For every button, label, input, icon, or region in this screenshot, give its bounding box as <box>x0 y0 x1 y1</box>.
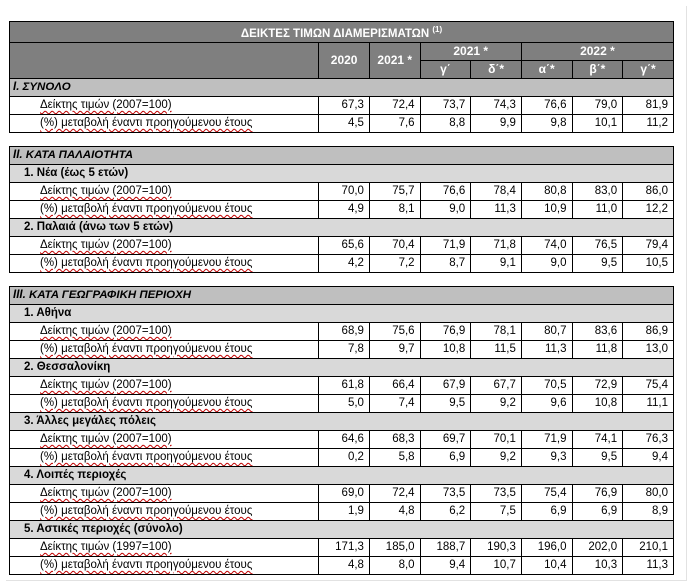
section-total <box>10 78 674 96</box>
table-cell: 75,6 <box>369 322 420 340</box>
header-group-2022: 2022 * <box>521 42 673 60</box>
table-cell: 10,5 <box>623 254 674 272</box>
spacer-cell <box>10 272 674 286</box>
header-row-1 <box>10 42 674 60</box>
row-label <box>10 502 319 520</box>
row-label <box>10 484 319 502</box>
table-cell: 75,4 <box>521 484 572 502</box>
subsection-title: 4. Λοιπές περιοχές <box>10 466 674 484</box>
table-cell: 6,9 <box>420 448 471 466</box>
table-cell: 74,1 <box>572 430 623 448</box>
table-cell: 4,9 <box>319 200 370 218</box>
table-cell: 11,3 <box>471 200 522 218</box>
table-cell: 86,0 <box>623 182 674 200</box>
row-label-text: Δείκτης τιμών (2007=100) <box>40 184 172 197</box>
table-cell: 67,9 <box>420 376 471 394</box>
subsection-title: 3. Άλλες μεγάλες πόλεις <box>10 412 674 430</box>
table-cell: 75,4 <box>623 376 674 394</box>
table-cell: 6,9 <box>572 502 623 520</box>
table-cell: 83,0 <box>572 182 623 200</box>
table-cell: 10,9 <box>521 200 572 218</box>
header-q2-2022: β΄* <box>572 60 623 78</box>
table-cell: 7,8 <box>319 340 370 358</box>
row-label-text: (%) μεταβολή έναντι προηγούμενου έτους <box>40 504 253 517</box>
header-q3-2022: γ΄* <box>623 60 674 78</box>
row-label <box>10 376 319 394</box>
table-row <box>10 182 674 200</box>
table-cell: 6,2 <box>420 502 471 520</box>
section-title: I. ΣΥΝΟΛΟ <box>10 78 674 96</box>
price-index-table <box>9 21 674 575</box>
table-cell: 9,2 <box>471 394 522 412</box>
table-cell: 8,9 <box>623 502 674 520</box>
table-cell: 79,4 <box>623 236 674 254</box>
table-cell: 9,0 <box>521 254 572 272</box>
table-cell: 64,6 <box>319 430 370 448</box>
table-cell: 10,8 <box>420 340 471 358</box>
table-cell: 73,7 <box>420 96 471 114</box>
table-cell: 4,2 <box>319 254 370 272</box>
table-cell: 70,5 <box>521 376 572 394</box>
header-group-2021: 2021 * <box>420 42 521 60</box>
table-row <box>10 200 674 218</box>
table-cell: 9,3 <box>521 448 572 466</box>
subsection-title: 2. Θεσσαλονίκη <box>10 358 674 376</box>
subsection-title: 1. Αθήνα <box>10 304 674 322</box>
table-cell: 8,1 <box>369 200 420 218</box>
table-cell: 69,0 <box>319 484 370 502</box>
table-cell: 7,5 <box>471 502 522 520</box>
row-label <box>10 340 319 358</box>
row-label-text: Δείκτης τιμών (2007=100) <box>40 486 172 499</box>
table-cell: 78,1 <box>471 322 522 340</box>
table-row <box>10 322 674 340</box>
table-cell: 81,9 <box>623 96 674 114</box>
table-cell: 6,9 <box>521 502 572 520</box>
table-cell: 9,4 <box>623 448 674 466</box>
table-cell: 8,7 <box>420 254 471 272</box>
table-cell: 5,0 <box>319 394 370 412</box>
table-cell: 76,6 <box>521 96 572 114</box>
section-region <box>10 286 674 304</box>
table-row <box>10 484 674 502</box>
header-q4-2021: δ΄* <box>471 60 522 78</box>
table-cell: 68,9 <box>319 322 370 340</box>
table-row <box>10 236 674 254</box>
row-label-text: (%) μεταβολή έναντι προηγούμενου έτους <box>40 450 253 463</box>
row-label <box>10 96 319 114</box>
table-cell: 70,0 <box>319 182 370 200</box>
row-label <box>10 200 319 218</box>
table-cell: 10,1 <box>572 114 623 132</box>
table-cell: 61,8 <box>319 376 370 394</box>
table-cell: 76,3 <box>623 430 674 448</box>
table-cell: 72,4 <box>369 96 420 114</box>
row-label-text: Δείκτης τιμών (2007=100) <box>40 378 172 391</box>
row-label <box>10 538 319 556</box>
table-cell: 12,2 <box>623 200 674 218</box>
table-row <box>10 556 674 574</box>
table-cell: 9,1 <box>471 254 522 272</box>
subsection-old <box>10 218 674 236</box>
table-cell: 171,3 <box>319 538 370 556</box>
table-cell: 66,4 <box>369 376 420 394</box>
table-cell: 11,2 <box>623 114 674 132</box>
section-age <box>10 146 674 164</box>
table-cell: 188,7 <box>420 538 471 556</box>
table-cell: 72,4 <box>369 484 420 502</box>
table-cell: 11,3 <box>521 340 572 358</box>
table-cell: 9,5 <box>420 394 471 412</box>
header-q3-2021: γ΄ <box>420 60 471 78</box>
header-q1-2022: α΄* <box>521 60 572 78</box>
spacer-cell <box>10 132 674 146</box>
table-cell: 196,0 <box>521 538 572 556</box>
table-cell: 68,3 <box>369 430 420 448</box>
table-cell: 71,9 <box>420 236 471 254</box>
table-cell: 9,2 <box>471 448 522 466</box>
table-title-note: (1) <box>432 25 443 34</box>
document-frame <box>6 6 687 581</box>
table-cell: 9,4 <box>420 556 471 574</box>
row-label <box>10 448 319 466</box>
subsection-title: 5. Αστικές περιοχές (σύνολο) <box>10 520 674 538</box>
table-cell: 9,7 <box>369 340 420 358</box>
table-cell: 4,8 <box>369 502 420 520</box>
table-cell: 10,7 <box>471 556 522 574</box>
table-cell: 9,0 <box>420 200 471 218</box>
table-row <box>10 340 674 358</box>
table-cell: 10,8 <box>572 394 623 412</box>
table-cell: 10,3 <box>572 556 623 574</box>
table-cell: 80,8 <box>521 182 572 200</box>
table-cell: 71,9 <box>521 430 572 448</box>
table-cell: 73,5 <box>420 484 471 502</box>
table-cell: 76,9 <box>572 484 623 502</box>
table-cell: 190,3 <box>471 538 522 556</box>
table-cell: 67,7 <box>471 376 522 394</box>
spacer-row <box>10 132 674 146</box>
table-cell: 76,5 <box>572 236 623 254</box>
table-cell: 11,3 <box>623 556 674 574</box>
table-cell: 74,0 <box>521 236 572 254</box>
table-row <box>10 394 674 412</box>
table-cell: 69,7 <box>420 430 471 448</box>
row-label-text: Δείκτης τιμών (2007=100) <box>40 324 172 337</box>
table-cell: 80,7 <box>521 322 572 340</box>
table-cell: 83,6 <box>572 322 623 340</box>
row-label-text: (%) μεταβολή έναντι προηγούμενου έτους <box>40 256 253 269</box>
table-cell: 72,9 <box>572 376 623 394</box>
table-cell: 210,1 <box>623 538 674 556</box>
row-label <box>10 114 319 132</box>
table-cell: 75,7 <box>369 182 420 200</box>
subsection-other-cities <box>10 412 674 430</box>
table-cell: 7,2 <box>369 254 420 272</box>
table-cell: 71,8 <box>471 236 522 254</box>
row-label-text: (%) μεταβολή έναντι προηγούμενου έτους <box>40 558 253 571</box>
table-cell: 73,5 <box>471 484 522 502</box>
row-label <box>10 254 319 272</box>
table-cell: 202,0 <box>572 538 623 556</box>
table-cell: 4,5 <box>319 114 370 132</box>
table-cell: 76,6 <box>420 182 471 200</box>
table-cell: 74,3 <box>471 96 522 114</box>
table-cell: 9,9 <box>471 114 522 132</box>
subsection-thessaloniki <box>10 358 674 376</box>
row-label-text: Δείκτης τιμών (2007=100) <box>40 432 172 445</box>
table-row <box>10 538 674 556</box>
table-cell: 7,4 <box>369 394 420 412</box>
table-cell: 78,4 <box>471 182 522 200</box>
table-row <box>10 96 674 114</box>
table-cell: 76,9 <box>420 322 471 340</box>
row-label-text: Δείκτης τιμών (1997=100) <box>40 540 172 553</box>
table-cell: 185,0 <box>369 538 420 556</box>
section-title: III. ΚΑΤΑ ΓΕΩΓΡΑΦΙΚΗ ΠΕΡΙΟΧΗ <box>10 286 674 304</box>
subsection-title: 2. Παλαιά (άνω των 5 ετών) <box>10 218 674 236</box>
table-row <box>10 114 674 132</box>
table-cell: 9,8 <box>521 114 572 132</box>
table-cell: 8,8 <box>420 114 471 132</box>
row-label-text: (%) μεταβολή έναντι προηγούμενου έτους <box>40 342 253 355</box>
table-cell: 67,3 <box>319 96 370 114</box>
header-2020: 2020 <box>319 42 370 78</box>
row-label <box>10 430 319 448</box>
table-title-text: ΔΕΙΚΤΕΣ ΤΙΜΩΝ ΔΙΑΜΕΡΙΣΜΑΤΩΝ <box>240 27 430 40</box>
table-cell: 11,8 <box>572 340 623 358</box>
section-title: II. ΚΑΤΑ ΠΑΛΑΙΟΤΗΤΑ <box>10 146 674 164</box>
table-cell: 7,6 <box>369 114 420 132</box>
table-cell: 10,4 <box>521 556 572 574</box>
table-cell: 11,1 <box>623 394 674 412</box>
table-cell: 70,4 <box>369 236 420 254</box>
subsection-urban-total <box>10 520 674 538</box>
spacer-row <box>10 272 674 286</box>
table-row <box>10 502 674 520</box>
subsection-athens <box>10 304 674 322</box>
table-row <box>10 430 674 448</box>
table-cell: 65,6 <box>319 236 370 254</box>
table-cell: 13,0 <box>623 340 674 358</box>
row-label-text: Δείκτης τιμών (2007=100) <box>40 98 172 111</box>
row-label-text: (%) μεταβολή έναντι προηγούμενου έτους <box>40 116 253 129</box>
table-cell: 8,0 <box>369 556 420 574</box>
row-label <box>10 556 319 574</box>
table-cell: 1,9 <box>319 502 370 520</box>
header-2021: 2021 * <box>369 42 420 78</box>
row-label-text: (%) μεταβολή έναντι προηγούμενου έτους <box>40 396 253 409</box>
table-title-row <box>10 22 674 43</box>
table-row <box>10 448 674 466</box>
table-cell: 79,0 <box>572 96 623 114</box>
subsection-other-areas <box>10 466 674 484</box>
table-cell: 0,2 <box>319 448 370 466</box>
table-cell: 70,1 <box>471 430 522 448</box>
row-label <box>10 236 319 254</box>
table-row <box>10 254 674 272</box>
table-cell: 9,5 <box>572 448 623 466</box>
table-title <box>10 22 674 43</box>
row-label <box>10 182 319 200</box>
table-cell: 5,8 <box>369 448 420 466</box>
table-cell: 9,5 <box>572 254 623 272</box>
subsection-title: 1. Νέα (έως 5 ετών) <box>10 164 674 182</box>
table-cell: 9,6 <box>521 394 572 412</box>
table-cell: 86,9 <box>623 322 674 340</box>
table-row <box>10 376 674 394</box>
row-label <box>10 322 319 340</box>
row-label-text: Δείκτης τιμών (2007=100) <box>40 238 172 251</box>
table-cell: 4,8 <box>319 556 370 574</box>
table-cell: 11,5 <box>471 340 522 358</box>
table-cell: 80,0 <box>623 484 674 502</box>
table-cell: 11,0 <box>572 200 623 218</box>
row-label-text: (%) μεταβολή έναντι προηγούμενου έτους <box>40 202 253 215</box>
row-label <box>10 394 319 412</box>
subsection-new <box>10 164 674 182</box>
header-blank-cell <box>10 42 319 78</box>
